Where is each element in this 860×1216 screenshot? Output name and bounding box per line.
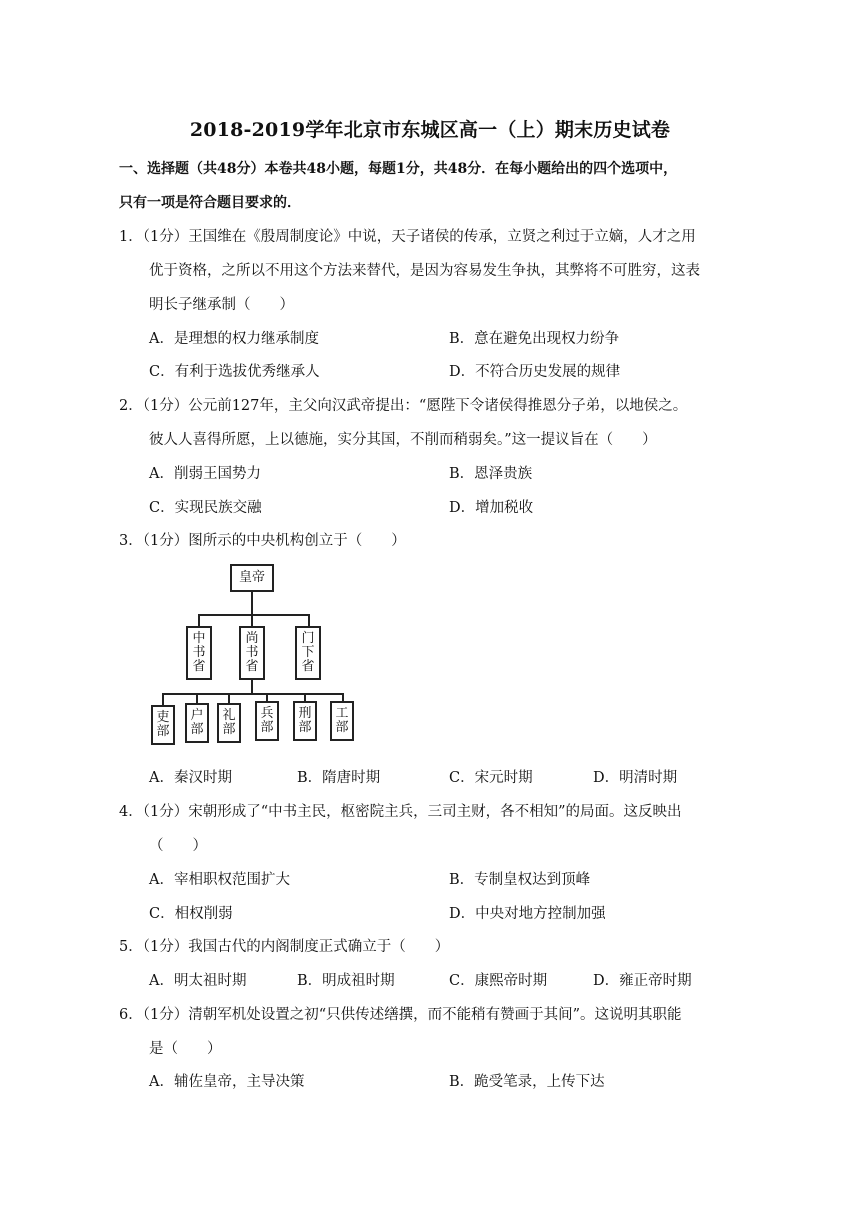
question-3-option-c[interactable]: C．宋元时期 [449,770,533,786]
diagram-box-menxia [295,626,321,680]
exam-title: 2018-2019学年北京市东城区高一（上）期末历史试卷 [189,119,671,141]
diagram-box-xing-bu [293,701,317,741]
question-4-option-b[interactable]: B．专制皇权达到顶峰 [449,872,591,888]
diagram-box-label: 吏 部 [156,710,170,739]
question-4-option-c[interactable]: C．相权削弱 [149,906,233,922]
question-6-line-1: 6．（1分）清朝军机处设置之初“只供传述缮撰，而不能稍有赞画于其间”。这说明其职能 [119,1007,682,1023]
question-6-option-a[interactable]: A．辅佐皇帝，主导决策 [149,1074,305,1090]
diagram-box-gong-bu [330,701,354,741]
diagram-connector [266,693,268,701]
diagram-box-menxia-label: 门 下 省 [301,631,315,674]
diagram-box-label: 工 部 [335,706,349,735]
diagram-connector [251,614,253,626]
diagram-connector [198,614,310,616]
question-1-option-b[interactable]: B．意在避免出现权力纷争 [449,331,620,347]
question-4-option-a[interactable]: A．宰相职权范围扩大 [149,872,290,888]
diagram-connector [162,693,164,705]
diagram-box-shangshu-label: 尚 书 省 [245,631,259,674]
question-1-line-3: 明长子继承制（ ） [149,297,294,313]
diagram-box-bing-bu [255,701,279,741]
diagram-connector [251,592,253,614]
diagram-connector [196,693,198,703]
section-instruction-line2: 只有一项是符合题目要求的． [119,195,301,211]
question-6-option-b[interactable]: B．跪受笔录，上传下达 [449,1074,605,1090]
diagram-box-hu-bu [185,703,209,743]
diagram-box-zhongshu-label: 中 书 省 [192,631,206,674]
question-4-line-1: 4．（1分）宋朝形成了“中书主民，枢密院主兵，三司主财，各不相知”的局面。这反映出 [119,804,682,820]
central-government-diagram [148,560,368,750]
diagram-box-label: 兵 部 [260,706,274,735]
question-3-line-1: 3．（1分）图所示的中央机构创立于（ ） [119,533,406,549]
question-5-option-d[interactable]: D．雍正帝时期 [593,973,692,989]
diagram-connector [342,693,344,701]
question-1-option-c[interactable]: C．有利于选拔优秀继承人 [149,364,320,380]
question-2-option-b[interactable]: B．恩泽贵族 [449,466,533,482]
question-3-option-a[interactable]: A．秦汉时期 [149,770,232,786]
diagram-box-zhongshu [186,626,212,680]
diagram-connector [162,693,344,695]
question-5-line-1: 5．（1分）我国古代的内阁制度正式确立于（ ） [119,939,450,955]
question-5-option-b[interactable]: B．明成祖时期 [297,973,395,989]
diagram-connector [198,614,200,626]
question-1-option-a[interactable]: A．是理想的权力继承制度 [149,331,319,347]
diagram-box-label: 户 部 [190,708,204,737]
question-2-option-c[interactable]: C．实现民族交融 [149,500,262,516]
question-2-option-a[interactable]: A．削弱王国势力 [149,466,261,482]
diagram-box-li-bu-personnel [151,705,175,745]
diagram-box-label: 刑 部 [298,706,312,735]
diagram-box-li-bu-rites [217,703,241,743]
diagram-connector [304,693,306,701]
question-1-line-1: 1．（1分）王国维在《殷周制度论》中说，天子诸侯的传承，立贤之利过于立嫡，人才之用 [119,229,696,245]
diagram-connector [251,680,253,694]
question-1-line-2: 优于资格，之所以不用这个方法来替代，是因为容易发生争执，其弊将不可胜穷，这表 [149,263,700,279]
question-5-option-a[interactable]: A．明太祖时期 [149,973,247,989]
question-1-option-d[interactable]: D．不符合历史发展的规律 [449,364,621,380]
diagram-box-emperor: 皇帝 [230,564,274,592]
question-5-option-c[interactable]: C．康熙帝时期 [449,973,548,989]
question-4-option-d[interactable]: D．中央对地方控制加强 [449,906,606,922]
question-2-line-2: 彼人人喜得所愿，上以德施，实分其国，不削而稍弱矣。”这一提议旨在（ ） [149,432,657,448]
diagram-box-label: 礼 部 [222,708,236,737]
diagram-connector [308,614,310,626]
question-2-option-d[interactable]: D．增加税收 [449,500,534,516]
question-2-line-1: 2．（1分）公元前127年，主父向汉武帝提出：“愿陛下令诸侯得推恩分子弟，以地侯之。 [119,398,688,414]
question-3-option-b[interactable]: B．隋唐时期 [297,770,381,786]
question-4-line-2: （ ） [149,838,207,854]
question-3-option-d[interactable]: D．明清时期 [593,770,678,786]
section-instruction-line1: 一、选择题（共48分）本卷共48小题，每题1分，共48分．在每小题给出的四个选项中， [119,161,678,177]
question-6-line-2: 是（ ） [149,1041,222,1057]
diagram-connector [228,693,230,703]
diagram-box-shangshu [239,626,265,680]
